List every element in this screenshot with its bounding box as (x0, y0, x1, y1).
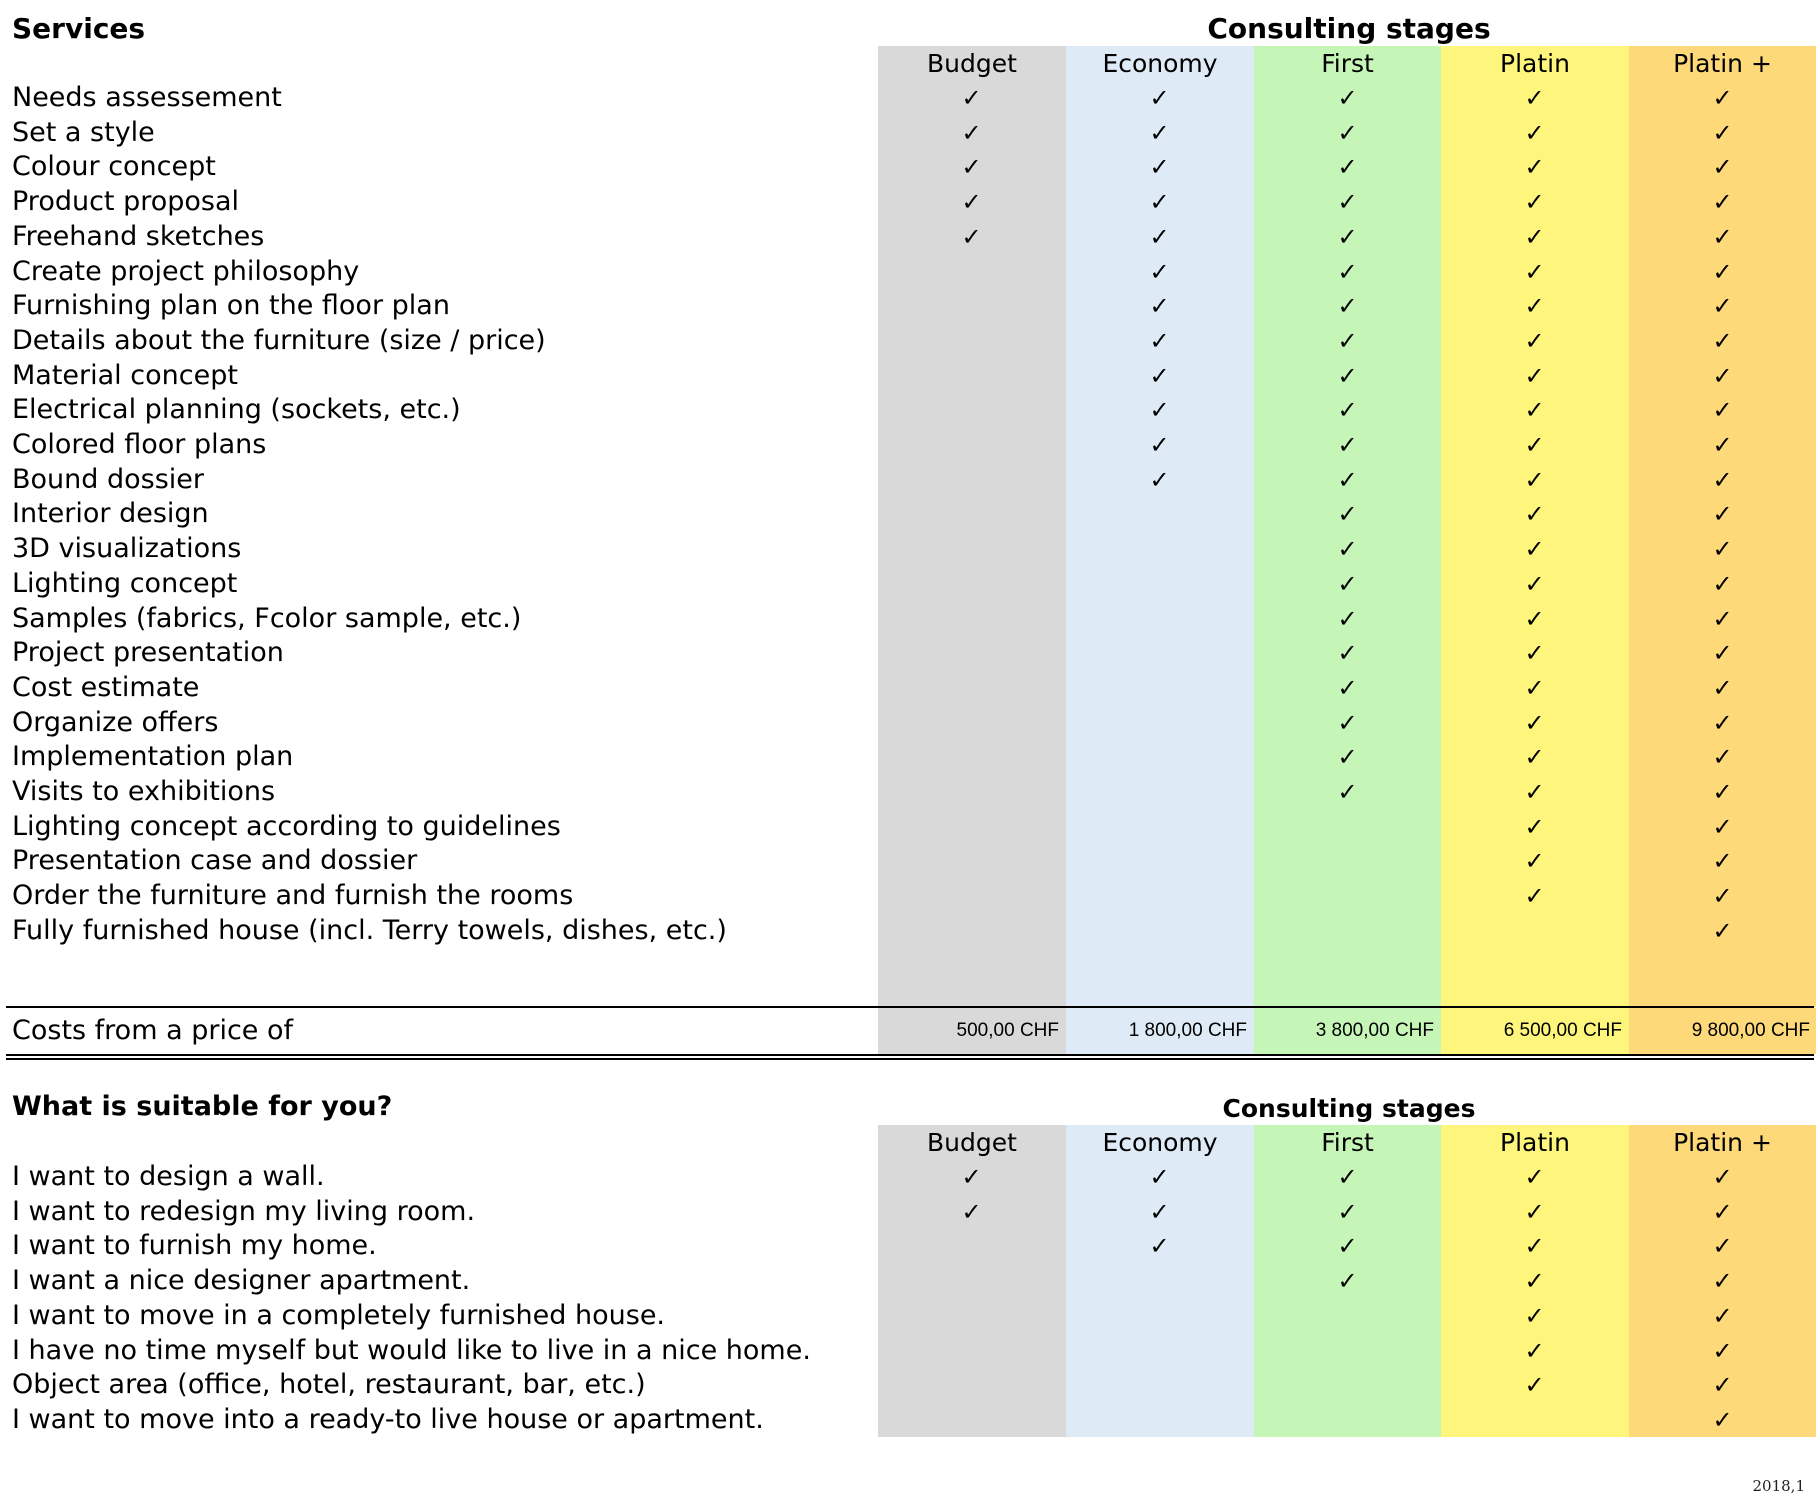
check-icon-platin: ✓ (1524, 778, 1545, 806)
row-label: Electrical planning (sockets, etc.) (12, 394, 461, 426)
row-label: Order the furniture and furnish the rooms (12, 880, 574, 912)
table-row (0, 1229, 1817, 1264)
check-icon-platin-plus: ✓ (1712, 535, 1733, 564)
check-icon-platin-plus: ✓ (1712, 465, 1733, 494)
table-row (0, 1160, 1817, 1195)
check-icon-first: ✓ (1337, 431, 1358, 459)
check-icon-platin-plus: ✓ (1712, 847, 1733, 876)
table-row (0, 1264, 1817, 1299)
check-icon-platin: ✓ (1524, 812, 1545, 841)
row-label: Interior design (12, 498, 209, 530)
price-platin-plus: 9 800,00 CHF (1691, 1020, 1810, 1041)
row-label: Furnishing plan on the floor plan (12, 290, 450, 322)
check-icon-first: ✓ (1337, 1163, 1358, 1191)
check-icon-platin: ✓ (1524, 673, 1545, 702)
check-icon-first: ✓ (1337, 84, 1358, 112)
row-label: Lighting concept according to guidelines (12, 810, 561, 842)
check-icon-first: ✓ (1337, 673, 1358, 702)
table-row (0, 567, 1817, 602)
table-row (0, 1403, 1817, 1438)
check-icon-platin: ✓ (1524, 708, 1545, 737)
row-label: Colour concept (12, 151, 216, 183)
check-icon-first: ✓ (1337, 257, 1358, 286)
check-icon-economy: ✓ (1149, 222, 1170, 251)
table-row (0, 185, 1817, 220)
check-icon-platin-plus: ✓ (1712, 1197, 1733, 1226)
check-icon-platin: ✓ (1524, 118, 1545, 147)
row-label: Colored floor plans (12, 429, 267, 460)
suitable-col-header-first: First (1321, 1128, 1374, 1157)
services-col-header-first: First (1321, 49, 1374, 78)
check-icon-economy: ✓ (1149, 326, 1170, 355)
row-label: Needs assessement (12, 82, 282, 113)
row-label: Cost estimate (12, 671, 200, 703)
table-row (0, 1195, 1817, 1230)
row-label: 3D visualizations (12, 533, 242, 565)
check-icon-platin-plus: ✓ (1712, 84, 1733, 112)
price-economy: 1 800,00 CHF (1128, 1020, 1247, 1041)
check-icon-platin-plus: ✓ (1712, 361, 1733, 390)
table-row (0, 428, 1817, 463)
check-icon-platin-plus: ✓ (1712, 222, 1733, 251)
check-icon-first: ✓ (1337, 222, 1358, 251)
row-label: I have no time myself but would like to live in a nice home. (12, 1334, 811, 1366)
check-icon-platin-plus: ✓ (1712, 500, 1733, 529)
table-row (0, 81, 1817, 116)
table-row (0, 706, 1817, 741)
check-icon-economy: ✓ (1149, 465, 1170, 494)
services-col-header-platin: Platin (1500, 49, 1570, 78)
row-label: I want to move in a completely furnished house. (12, 1299, 666, 1331)
check-icon-platin: ✓ (1524, 500, 1545, 529)
services-stages-title: Consulting stages (1207, 12, 1491, 45)
services-title: Services (12, 12, 146, 45)
check-icon-first: ✓ (1337, 396, 1358, 425)
check-icon-platin-plus: ✓ (1712, 396, 1733, 425)
check-icon-platin: ✓ (1524, 569, 1545, 598)
table-row (0, 150, 1817, 185)
table-row (0, 1368, 1817, 1403)
check-icon-economy: ✓ (1149, 1197, 1170, 1226)
check-icon-first: ✓ (1337, 500, 1358, 529)
row-label: Presentation case and dossier (12, 845, 418, 877)
row-label: I want to design a wall. (12, 1161, 325, 1192)
row-label: Project presentation (12, 637, 284, 669)
check-icon-economy: ✓ (1149, 396, 1170, 425)
row-label: Object area (office, hotel, restaurant, bar, etc.) (12, 1369, 646, 1401)
row-label: Fully furnished house (incl. Terry towels, dishes, etc.) (12, 914, 727, 946)
table-row (0, 810, 1817, 845)
check-icon-platin: ✓ (1524, 292, 1545, 321)
suitable-title: What is suitable for you? (12, 1091, 393, 1122)
costs-label: Costs from a price of (12, 1015, 294, 1046)
check-icon-budget: ✓ (961, 153, 982, 182)
table-row (0, 844, 1817, 879)
row-label: I want to furnish my home. (12, 1230, 377, 1262)
check-icon-platin: ✓ (1524, 361, 1545, 390)
suitable-col-header-economy: Economy (1102, 1128, 1218, 1157)
row-label: Material concept (12, 359, 238, 391)
row-label: Organize offers (12, 706, 219, 738)
check-icon-platin: ✓ (1524, 1267, 1545, 1296)
table-row (0, 671, 1817, 706)
check-icon-first: ✓ (1337, 188, 1358, 217)
check-icon-platin-plus: ✓ (1712, 778, 1733, 806)
table-row (0, 914, 1817, 949)
table-row (0, 775, 1817, 810)
table-row (0, 879, 1817, 914)
check-icon-economy: ✓ (1149, 431, 1170, 459)
check-icon-budget: ✓ (961, 118, 982, 147)
table-row (0, 220, 1817, 255)
services-col-header-budget: Budget (927, 49, 1017, 78)
services-col-header-platin-plus: Platin + (1673, 49, 1772, 78)
row-label: Freehand sketches (12, 220, 265, 252)
check-icon-platin: ✓ (1524, 535, 1545, 564)
check-icon-platin-plus: ✓ (1712, 1371, 1733, 1400)
check-icon-platin-plus: ✓ (1712, 257, 1733, 286)
check-icon-platin: ✓ (1524, 847, 1545, 876)
check-icon-platin-plus: ✓ (1712, 431, 1733, 459)
table-row (0, 393, 1817, 428)
check-icon-economy: ✓ (1149, 1163, 1170, 1191)
row-label: Samples (fabrics, Fcolor sample, etc.) (12, 602, 522, 634)
check-icon-first: ✓ (1337, 604, 1358, 633)
row-label: I want to move into a ready-to live house or apartment. (12, 1403, 764, 1435)
check-icon-platin-plus: ✓ (1712, 118, 1733, 147)
check-icon-economy: ✓ (1149, 84, 1170, 112)
check-icon-platin: ✓ (1524, 431, 1545, 459)
check-icon-platin-plus: ✓ (1712, 1163, 1733, 1191)
check-icon-first: ✓ (1337, 361, 1358, 390)
check-icon-platin-plus: ✓ (1712, 1232, 1733, 1261)
costs-double-rule-1 (6, 1054, 1814, 1056)
check-icon-first: ✓ (1337, 1232, 1358, 1261)
table-row (0, 463, 1817, 498)
suitable-col-header-platin-plus: Platin + (1673, 1128, 1772, 1157)
check-icon-first: ✓ (1337, 153, 1358, 182)
check-icon-platin-plus: ✓ (1712, 292, 1733, 321)
row-label: Lighting concept (12, 567, 238, 599)
check-icon-platin-plus: ✓ (1712, 673, 1733, 702)
check-icon-economy: ✓ (1149, 188, 1170, 217)
row-label: Create project philosophy (12, 255, 360, 287)
check-icon-budget: ✓ (961, 1197, 982, 1226)
check-icon-platin-plus: ✓ (1712, 153, 1733, 182)
services-col-header-economy: Economy (1102, 49, 1218, 78)
check-icon-first: ✓ (1337, 1197, 1358, 1226)
check-icon-platin: ✓ (1524, 257, 1545, 286)
table-row (0, 740, 1817, 775)
check-icon-platin-plus: ✓ (1712, 604, 1733, 633)
check-icon-platin: ✓ (1524, 1336, 1545, 1365)
check-icon-economy: ✓ (1149, 292, 1170, 321)
suitable-col-header-platin: Platin (1500, 1128, 1570, 1157)
suitable-stages-title: Consulting stages (1222, 1094, 1476, 1123)
check-icon-platin: ✓ (1524, 1371, 1545, 1400)
check-icon-economy: ✓ (1149, 257, 1170, 286)
footer-version: 2018,1 (1752, 1477, 1805, 1495)
check-icon-platin: ✓ (1524, 743, 1545, 772)
costs-double-rule-2 (6, 1058, 1814, 1060)
check-icon-platin: ✓ (1524, 1197, 1545, 1226)
row-label: Product proposal (12, 186, 240, 218)
price-platin: 6 500,00 CHF (1503, 1020, 1622, 1041)
check-icon-first: ✓ (1337, 1267, 1358, 1296)
table-row (0, 359, 1817, 394)
check-icon-first: ✓ (1337, 465, 1358, 494)
table-row (0, 255, 1817, 290)
costs-row (0, 1008, 1817, 1054)
check-icon-platin: ✓ (1524, 396, 1545, 425)
check-icon-budget: ✓ (961, 1163, 982, 1191)
check-icon-platin: ✓ (1524, 188, 1545, 217)
check-icon-platin: ✓ (1524, 1163, 1545, 1191)
check-icon-platin-plus: ✓ (1712, 882, 1733, 911)
check-icon-platin-plus: ✓ (1712, 1301, 1733, 1330)
check-icon-economy: ✓ (1149, 361, 1170, 390)
check-icon-budget: ✓ (961, 188, 982, 217)
check-icon-budget: ✓ (961, 222, 982, 251)
check-icon-platin: ✓ (1524, 326, 1545, 355)
check-icon-platin-plus: ✓ (1712, 743, 1733, 772)
check-icon-platin-plus: ✓ (1712, 326, 1733, 355)
price-budget: 500,00 CHF (956, 1020, 1059, 1041)
table-row (0, 1334, 1817, 1369)
check-icon-platin: ✓ (1524, 639, 1545, 668)
price-first: 3 800,00 CHF (1315, 1020, 1434, 1041)
check-icon-platin: ✓ (1524, 604, 1545, 633)
check-icon-platin-plus: ✓ (1712, 1336, 1733, 1365)
row-label: Bound dossier (12, 463, 204, 495)
table-row (0, 116, 1817, 151)
check-icon-first: ✓ (1337, 639, 1358, 668)
row-label: Visits to exhibitions (12, 776, 276, 807)
check-icon-first: ✓ (1337, 326, 1358, 355)
check-icon-platin-plus: ✓ (1712, 1267, 1733, 1296)
table-row (0, 497, 1817, 532)
table-row (0, 289, 1817, 324)
row-label: Set a style (12, 116, 155, 148)
check-icon-platin-plus: ✓ (1712, 1405, 1733, 1434)
check-icon-budget: ✓ (961, 84, 982, 112)
check-icon-platin-plus: ✓ (1712, 188, 1733, 217)
check-icon-first: ✓ (1337, 118, 1358, 147)
check-icon-platin: ✓ (1524, 465, 1545, 494)
check-icon-platin: ✓ (1524, 222, 1545, 251)
table-row (0, 1299, 1817, 1334)
check-icon-platin: ✓ (1524, 153, 1545, 182)
check-icon-first: ✓ (1337, 569, 1358, 598)
check-icon-platin-plus: ✓ (1712, 812, 1733, 841)
check-icon-platin-plus: ✓ (1712, 639, 1733, 668)
row-label: Implementation plan (12, 741, 294, 773)
check-icon-economy: ✓ (1149, 153, 1170, 182)
check-icon-platin-plus: ✓ (1712, 916, 1733, 945)
table-row (0, 636, 1817, 671)
check-icon-first: ✓ (1337, 708, 1358, 737)
check-icon-platin: ✓ (1524, 882, 1545, 911)
row-label: I want a nice designer apartment. (12, 1265, 471, 1297)
check-icon-platin: ✓ (1524, 84, 1545, 112)
check-icon-platin-plus: ✓ (1712, 569, 1733, 598)
table-row (0, 532, 1817, 567)
check-icon-economy: ✓ (1149, 118, 1170, 147)
check-icon-economy: ✓ (1149, 1232, 1170, 1261)
suitable-col-header-budget: Budget (927, 1128, 1017, 1157)
row-label: Details about the furniture (size / price) (12, 324, 546, 356)
table-row (0, 324, 1817, 359)
check-icon-first: ✓ (1337, 743, 1358, 772)
check-icon-first: ✓ (1337, 292, 1358, 321)
row-label: I want to redesign my living room. (12, 1195, 476, 1227)
check-icon-first: ✓ (1337, 778, 1358, 806)
check-icon-first: ✓ (1337, 535, 1358, 564)
check-icon-platin: ✓ (1524, 1301, 1545, 1330)
check-icon-platin: ✓ (1524, 1232, 1545, 1261)
table-row (0, 602, 1817, 637)
check-icon-platin-plus: ✓ (1712, 708, 1733, 737)
